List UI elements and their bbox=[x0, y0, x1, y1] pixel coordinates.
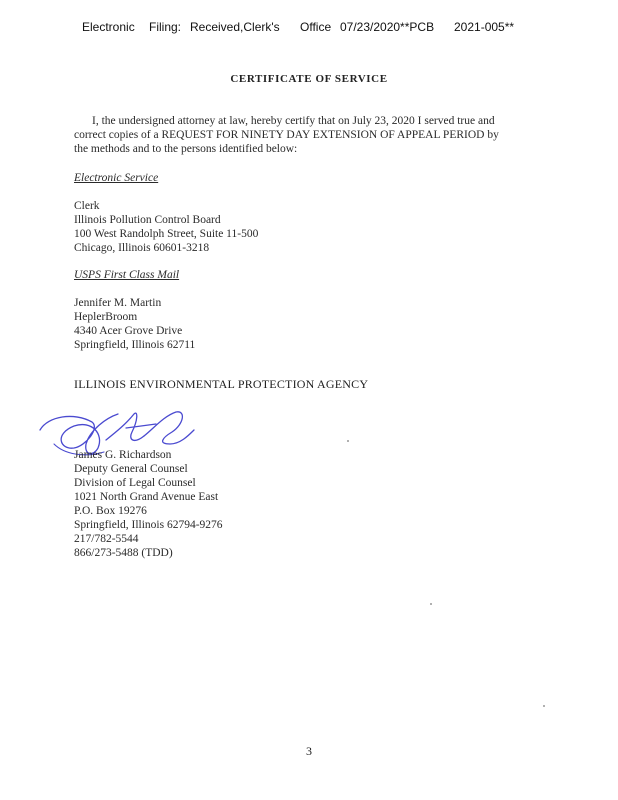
signer-line: 1021 North Grand Avenue East bbox=[74, 491, 219, 503]
address-line: Illinois Pollution Control Board bbox=[74, 214, 221, 226]
paragraph-line: I, the undersigned attorney at law, hereby certify that on July 23, 2020 I served true and bbox=[92, 115, 495, 127]
paragraph-line: the methods and to the persons identified below: bbox=[74, 143, 298, 155]
usps-mail-heading: USPS First Class Mail bbox=[74, 269, 180, 281]
document-title: CERTIFICATE OF SERVICE bbox=[230, 73, 388, 85]
address-line: 100 West Randolph Street, Suite 11-500 bbox=[74, 228, 259, 240]
signer-line: 866/273-5488 (TDD) bbox=[74, 547, 173, 559]
agency-name: ILLINOIS ENVIRONMENTAL PROTECTION AGENCY bbox=[74, 377, 369, 391]
electronic-service-recipient bbox=[74, 199, 258, 255]
scan-speck bbox=[430, 603, 432, 605]
stamp-received: Received,Clerk's bbox=[190, 20, 280, 34]
stamp-electronic: Electronic bbox=[82, 20, 135, 34]
scan-speck bbox=[543, 705, 545, 707]
signer-name: James G. Richardson bbox=[74, 449, 172, 461]
address-line: Jennifer M. Martin bbox=[74, 297, 162, 309]
stamp-date: 07/23/2020**PCB bbox=[340, 20, 435, 34]
electronic-service-heading: Electronic Service bbox=[74, 172, 159, 184]
usps-mail-recipient bbox=[74, 296, 195, 352]
page-number: 3 bbox=[306, 744, 312, 758]
signer-line: Division of Legal Counsel bbox=[74, 477, 196, 489]
signer-line: P.O. Box 19276 bbox=[74, 505, 147, 517]
certification-paragraph bbox=[74, 114, 554, 156]
signer-line: 217/782-5544 bbox=[74, 533, 139, 545]
paragraph-line: correct copies of a REQUEST FOR NINETY DAY EXTENSION OF APPEAL PERIOD by bbox=[74, 129, 499, 141]
address-line: HeplerBroom bbox=[74, 311, 138, 323]
stamp-office: Office bbox=[300, 20, 332, 34]
stamp-filing: Filing: bbox=[149, 20, 182, 34]
address-line: Chicago, Illinois 60601-3218 bbox=[74, 242, 210, 254]
address-line: Clerk bbox=[74, 200, 100, 212]
address-line: Springfield, Illinois 62711 bbox=[74, 339, 196, 351]
signer-block bbox=[74, 448, 223, 560]
signer-line: Deputy General Counsel bbox=[74, 463, 188, 475]
signer-line: Springfield, Illinois 62794-9276 bbox=[74, 519, 223, 531]
address-line: 4340 Acer Grove Drive bbox=[74, 325, 183, 337]
scan-speck bbox=[347, 440, 349, 442]
stamp-case-number: 2021-005** bbox=[454, 20, 515, 34]
electronic-filing-stamp bbox=[0, 20, 618, 36]
